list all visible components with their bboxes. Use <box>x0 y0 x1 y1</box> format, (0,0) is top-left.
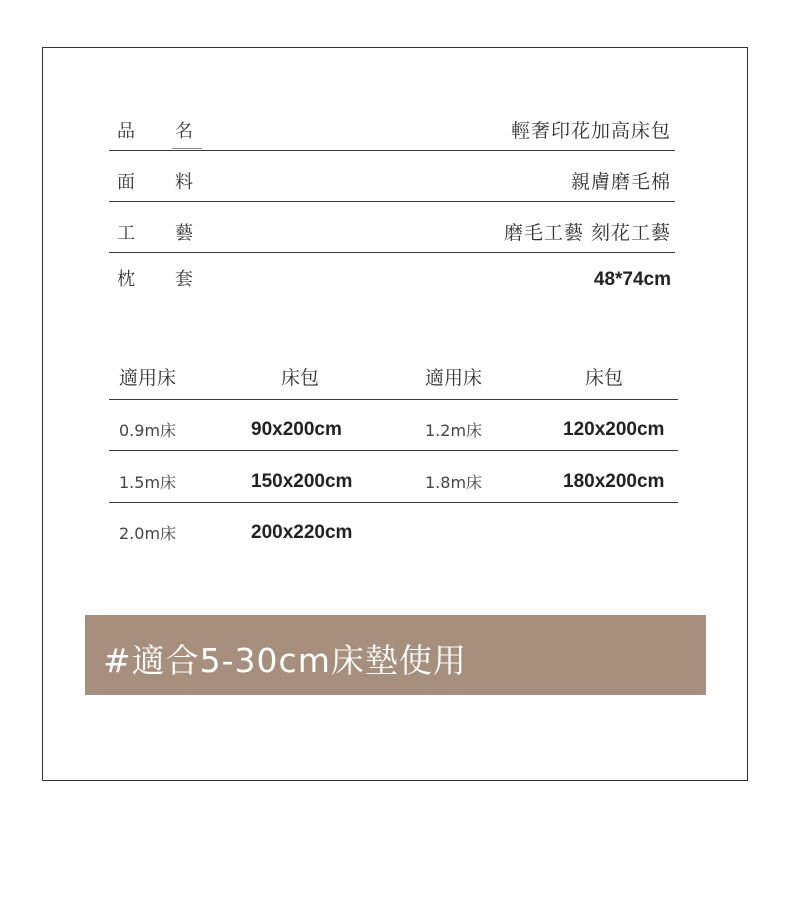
spec-label-char: 工 <box>117 223 135 244</box>
spec-label-char: 料 <box>175 172 193 193</box>
craft-value: 磨毛工藝 刻花工藝 <box>503 222 671 244</box>
bed-size-cell: 0.9m床 <box>119 421 177 440</box>
spec-row-pillowcase <box>109 258 675 298</box>
spec-row-fabric <box>109 161 675 202</box>
bed-size-cell: 1.8m床 <box>425 473 483 492</box>
fabric-value: 親膚磨毛棉 <box>570 171 671 193</box>
pillowcase-value: 48*74cm <box>593 269 671 290</box>
header-fitted-sheet: 床包 <box>585 367 624 389</box>
sheet-size-cell: 90x200cm <box>251 419 342 440</box>
sheet-size-cell: 150x200cm <box>251 471 353 492</box>
spec-label-char: 枕 <box>117 269 135 290</box>
spec-label-char: 套 <box>175 269 193 290</box>
bed-size-cell: 1.5m床 <box>119 473 177 492</box>
spec-label-char: 面 <box>117 172 135 193</box>
bed-size-cell: 2.0m床 <box>119 524 177 543</box>
spec-row-name <box>109 110 675 151</box>
table-row <box>109 509 678 553</box>
spec-row-craft <box>109 212 675 253</box>
banner-text: #適合5-30cm床墊使用 <box>103 641 467 680</box>
table-row <box>109 458 678 503</box>
sheet-size-cell: 120x200cm <box>563 419 665 440</box>
bed-size-cell: 1.2m床 <box>425 421 483 440</box>
header-fitted-sheet: 床包 <box>281 367 320 389</box>
spec-label-char: 名 <box>175 121 193 142</box>
size-table-header <box>109 355 678 400</box>
mattress-fit-banner <box>85 615 706 695</box>
label-underline <box>172 148 202 149</box>
product-name-value: 輕奢印花加高床包 <box>510 120 671 142</box>
spec-label-char: 藝 <box>175 223 193 244</box>
sheet-size-cell: 200x220cm <box>251 522 353 543</box>
sheet-size-cell: 180x200cm <box>563 471 665 492</box>
header-bed-size: 適用床 <box>119 367 177 389</box>
spec-label-char: 品 <box>117 121 135 142</box>
header-bed-size: 適用床 <box>425 367 483 389</box>
table-row <box>109 406 678 451</box>
